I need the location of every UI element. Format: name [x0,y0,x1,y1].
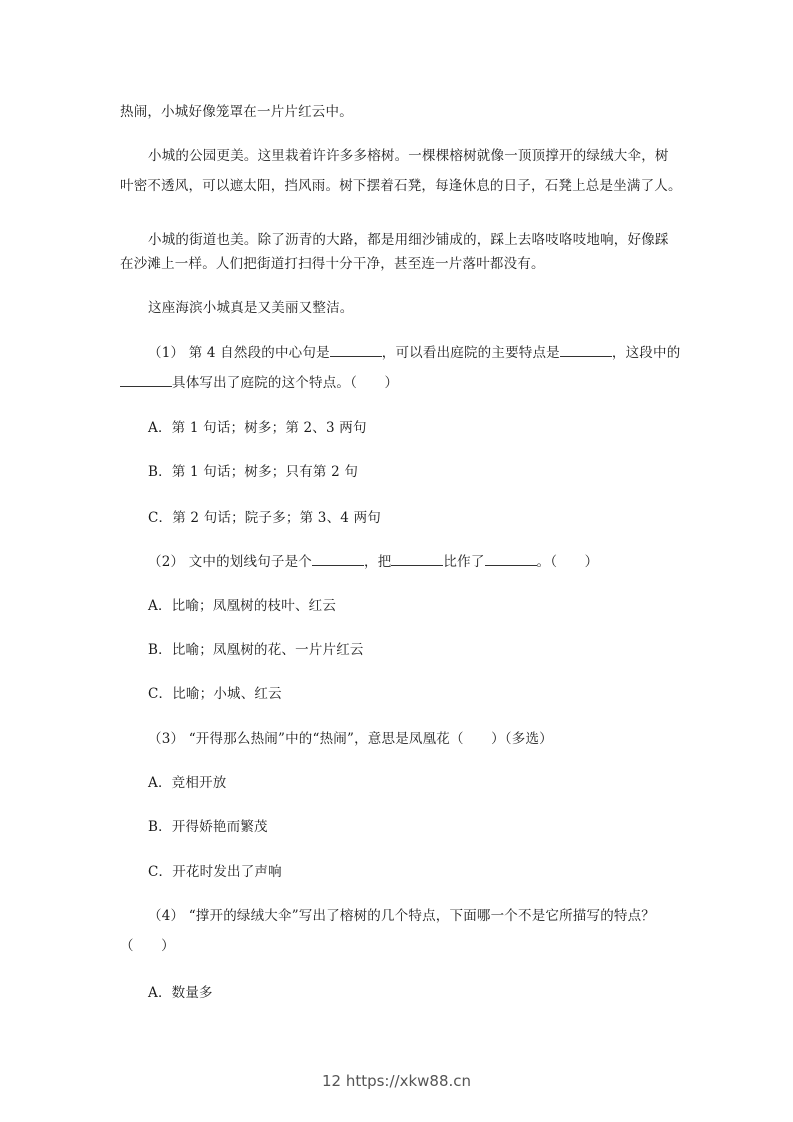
passage-line: 小城的公园更美。这里栽着许许多多榕树。一棵棵榕树就像一顶顶撑开的绿绒大伞，树 [148,148,669,164]
page-number: 12 [321,1072,342,1090]
question-text: “开得那么热闹”中的“热闹”，意思是凤凰花（ ）（多选） [188,731,553,747]
question-text: ，可以看出庭院的主要特点是 [381,345,560,361]
option-a[interactable] [148,598,336,614]
option-b[interactable] [148,464,358,480]
answer-blank[interactable] [485,553,537,566]
option-label: B． [148,819,172,835]
answer-blank[interactable] [120,374,172,387]
option-label: B． [148,642,172,658]
option-b[interactable] [148,819,268,835]
option-label: C． [148,686,173,702]
question-text: 第 4 自然段的中心句是 [188,345,330,361]
question-text: ，把 [364,554,392,570]
question-number: （1） [148,345,185,361]
question-text: 。（ ） [536,554,599,570]
question-4-stem [148,908,655,924]
answer-blank[interactable] [391,553,443,566]
question-number: （3） [148,731,185,747]
option-a[interactable] [148,775,226,791]
option-c[interactable] [148,510,381,526]
passage-line: 小城的街道也美。除了沥青的大路，都是用细沙铺成的，踩上去咯吱咯吱地响，好像踩 [148,232,669,248]
option-c[interactable] [148,864,282,880]
option-text: 开花时发出了声响 [172,864,282,880]
question-text: 文中的划线句子是个 [188,554,313,570]
option-label: A． [148,985,172,1001]
option-label: A． [148,420,172,436]
option-text: 竞相开放 [171,775,227,791]
page-footer [0,1072,793,1090]
question-1-stem [148,344,680,361]
option-label: A． [148,775,172,791]
question-text: “撑开的绿绒大伞”写出了榕树的几个特点，下面哪一个不是它所描写的特点？ [188,908,656,924]
option-b[interactable] [148,642,364,658]
option-text: 第 1 句话；树多；第 2、3 两句 [171,420,367,436]
option-text: 比喻；小城、红云 [172,686,282,702]
passage-line: 在沙滩上一样。人们把街道打扫得十分干净，甚至连一片落叶都没有。 [120,256,545,272]
question-text: 具体写出了庭院的这个特点。（ ） [172,375,399,391]
option-text: 比喻；凤凰树的枝叶、红云 [171,598,337,614]
option-text: 第 2 句话；院子多；第 3、4 两句 [172,510,381,526]
option-a[interactable] [148,420,367,436]
footer-site-link[interactable]: https://xkw88.cn [345,1072,472,1090]
question-text: 比作了 [443,554,485,570]
answer-blank[interactable] [560,344,612,357]
option-text: 比喻；凤凰树的花、一片片红云 [171,642,364,658]
option-label: B． [148,464,172,480]
option-label: C． [148,510,173,526]
answer-blank[interactable] [312,553,364,566]
question-2-stem [148,553,598,570]
passage-line: 这座海滨小城真是又美丽又整洁。 [148,300,354,316]
option-text: 第 1 句话；树多；只有第 2 句 [171,464,359,480]
question-number: （2） [148,554,185,570]
question-4-stem-cont: （ ） [120,938,175,954]
question-1-stem-cont [120,374,398,391]
option-c[interactable] [148,686,282,702]
passage-line: 叶密不透风，可以遮太阳，挡风雨。树下摆着石凳，每逢休息的日子，石凳上总是坐满了人。 [120,178,682,194]
question-3-stem [148,731,553,747]
option-label: A． [148,598,172,614]
question-number: （4） [148,908,185,924]
option-label: C． [148,864,173,880]
answer-blank[interactable] [330,344,382,357]
option-text: 数量多 [171,985,213,1001]
option-text: 开得娇艳而繁茂 [171,819,268,835]
passage-line: 热闹，小城好像笼罩在一片片红云中。 [120,104,353,120]
option-a[interactable] [148,985,213,1001]
question-text: ，这段中的 [611,345,681,361]
